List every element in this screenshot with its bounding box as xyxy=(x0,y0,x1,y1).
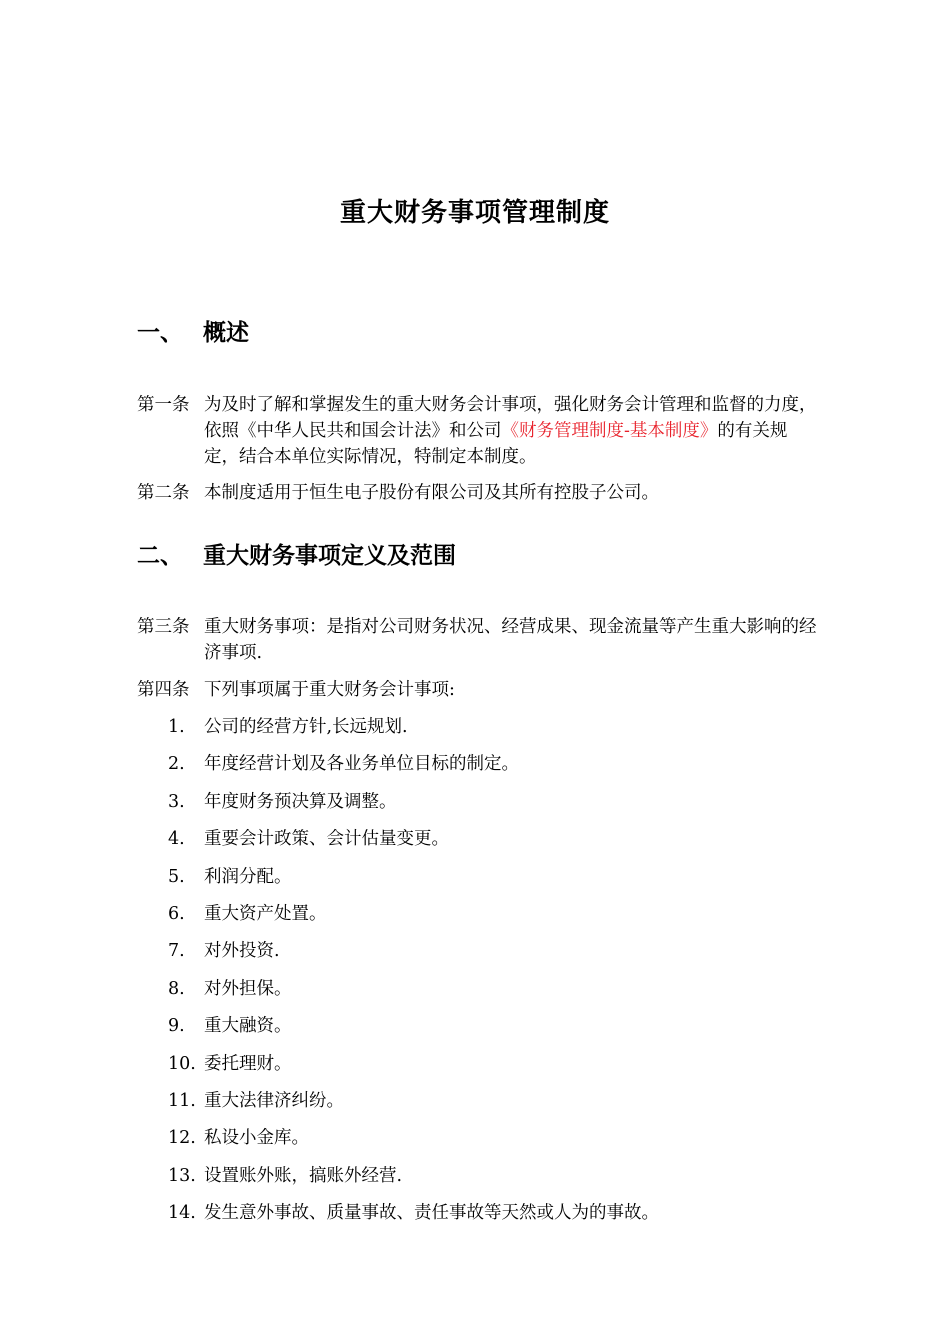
list-item xyxy=(137,938,817,964)
list-item xyxy=(137,976,817,1002)
section-number: 一、 xyxy=(137,320,183,346)
section-title: 重大财务事项定义及范围 xyxy=(203,543,456,569)
list-item-number: 11. xyxy=(168,1091,196,1111)
list-item xyxy=(137,714,817,740)
list-item-text: 设置账外账，搞账外经营. xyxy=(204,1166,403,1186)
list-item-number: 4. xyxy=(168,829,185,849)
list-item-number: 7. xyxy=(168,941,185,961)
list-item xyxy=(137,864,817,890)
list-item-number: 14. xyxy=(168,1203,196,1223)
article-text: 的有关规定，结合本单位实际情况，特制定本制度。 xyxy=(204,421,788,467)
section-heading-overview xyxy=(137,314,249,347)
list-item xyxy=(137,1013,817,1039)
list-item xyxy=(137,1125,817,1151)
list-item xyxy=(137,1200,817,1226)
document-title: 重大财务事项管理制度 xyxy=(339,198,610,228)
article-1 xyxy=(137,392,817,470)
article-body: 本制度适用于恒生电子股份有限公司及其所有控股子公司。 xyxy=(204,483,659,503)
list-item xyxy=(137,901,817,927)
article-text: 为及时了解和掌握发生的重大财务会计事项，强化财务会计管理和监督的力度，依照《中华人民共和国会计法》和公司 xyxy=(204,395,817,441)
list-item-text: 发生意外事故、质量事故、责任事故等天然或人为的事故。 xyxy=(204,1203,659,1223)
list-item-text: 重要会计政策、会计估量变更。 xyxy=(204,829,449,849)
policy-reference-link[interactable]: 《财务管理制度-基本制度》 xyxy=(501,421,718,441)
section-number: 二、 xyxy=(137,543,183,569)
list-item-text: 重大融资。 xyxy=(204,1016,292,1036)
list-item-text: 利润分配。 xyxy=(204,867,292,887)
article-body: 重大财务事项：是指对公司财务状况、经营成果、现金流量等产生重大影响的经济事项. xyxy=(204,617,817,663)
article-label: 第一条 xyxy=(137,395,190,415)
article-label: 第三条 xyxy=(137,617,190,637)
article-3 xyxy=(137,614,817,666)
list-item-number: 1. xyxy=(168,717,185,737)
list-item xyxy=(137,789,817,815)
list-item xyxy=(137,826,817,852)
list-item-text: 年度财务预决算及调整。 xyxy=(204,792,397,812)
article-2 xyxy=(137,480,817,506)
list-item-number: 10. xyxy=(168,1054,196,1074)
article-4 xyxy=(137,677,817,703)
article-label: 第四条 xyxy=(137,680,190,700)
list-item-text: 年度经营计划及各业务单位目标的制定。 xyxy=(204,754,519,774)
list-item xyxy=(137,1088,817,1114)
list-item-text: 私设小金库。 xyxy=(204,1128,309,1148)
list-item-number: 8. xyxy=(168,979,185,999)
list-item-text: 对外担保。 xyxy=(204,979,292,999)
list-item xyxy=(137,751,817,777)
section-heading-definition xyxy=(137,537,456,570)
list-item-number: 9. xyxy=(168,1016,185,1036)
list-item-number: 6. xyxy=(168,904,185,924)
list-item-number: 12. xyxy=(168,1128,196,1148)
list-item-text: 公司的经营方针,长远规划. xyxy=(204,717,408,737)
list-item-text: 重大资产处置。 xyxy=(204,904,327,924)
article-label: 第二条 xyxy=(137,483,190,503)
article-body xyxy=(204,392,817,470)
list-item-text: 重大法律济纠纷。 xyxy=(204,1091,344,1111)
list-item-number: 3. xyxy=(168,792,185,812)
list-item-number: 5. xyxy=(168,867,185,887)
list-item xyxy=(137,1051,817,1077)
list-item-number: 13. xyxy=(168,1166,196,1186)
list-item xyxy=(137,1163,817,1189)
list-item-number: 2. xyxy=(168,754,185,774)
article-body: 下列事项属于重大财务会计事项: xyxy=(204,680,455,700)
list-item-text: 对外投资. xyxy=(204,941,280,961)
section-title: 概述 xyxy=(203,320,249,346)
list-item-text: 委托理财。 xyxy=(204,1054,292,1074)
